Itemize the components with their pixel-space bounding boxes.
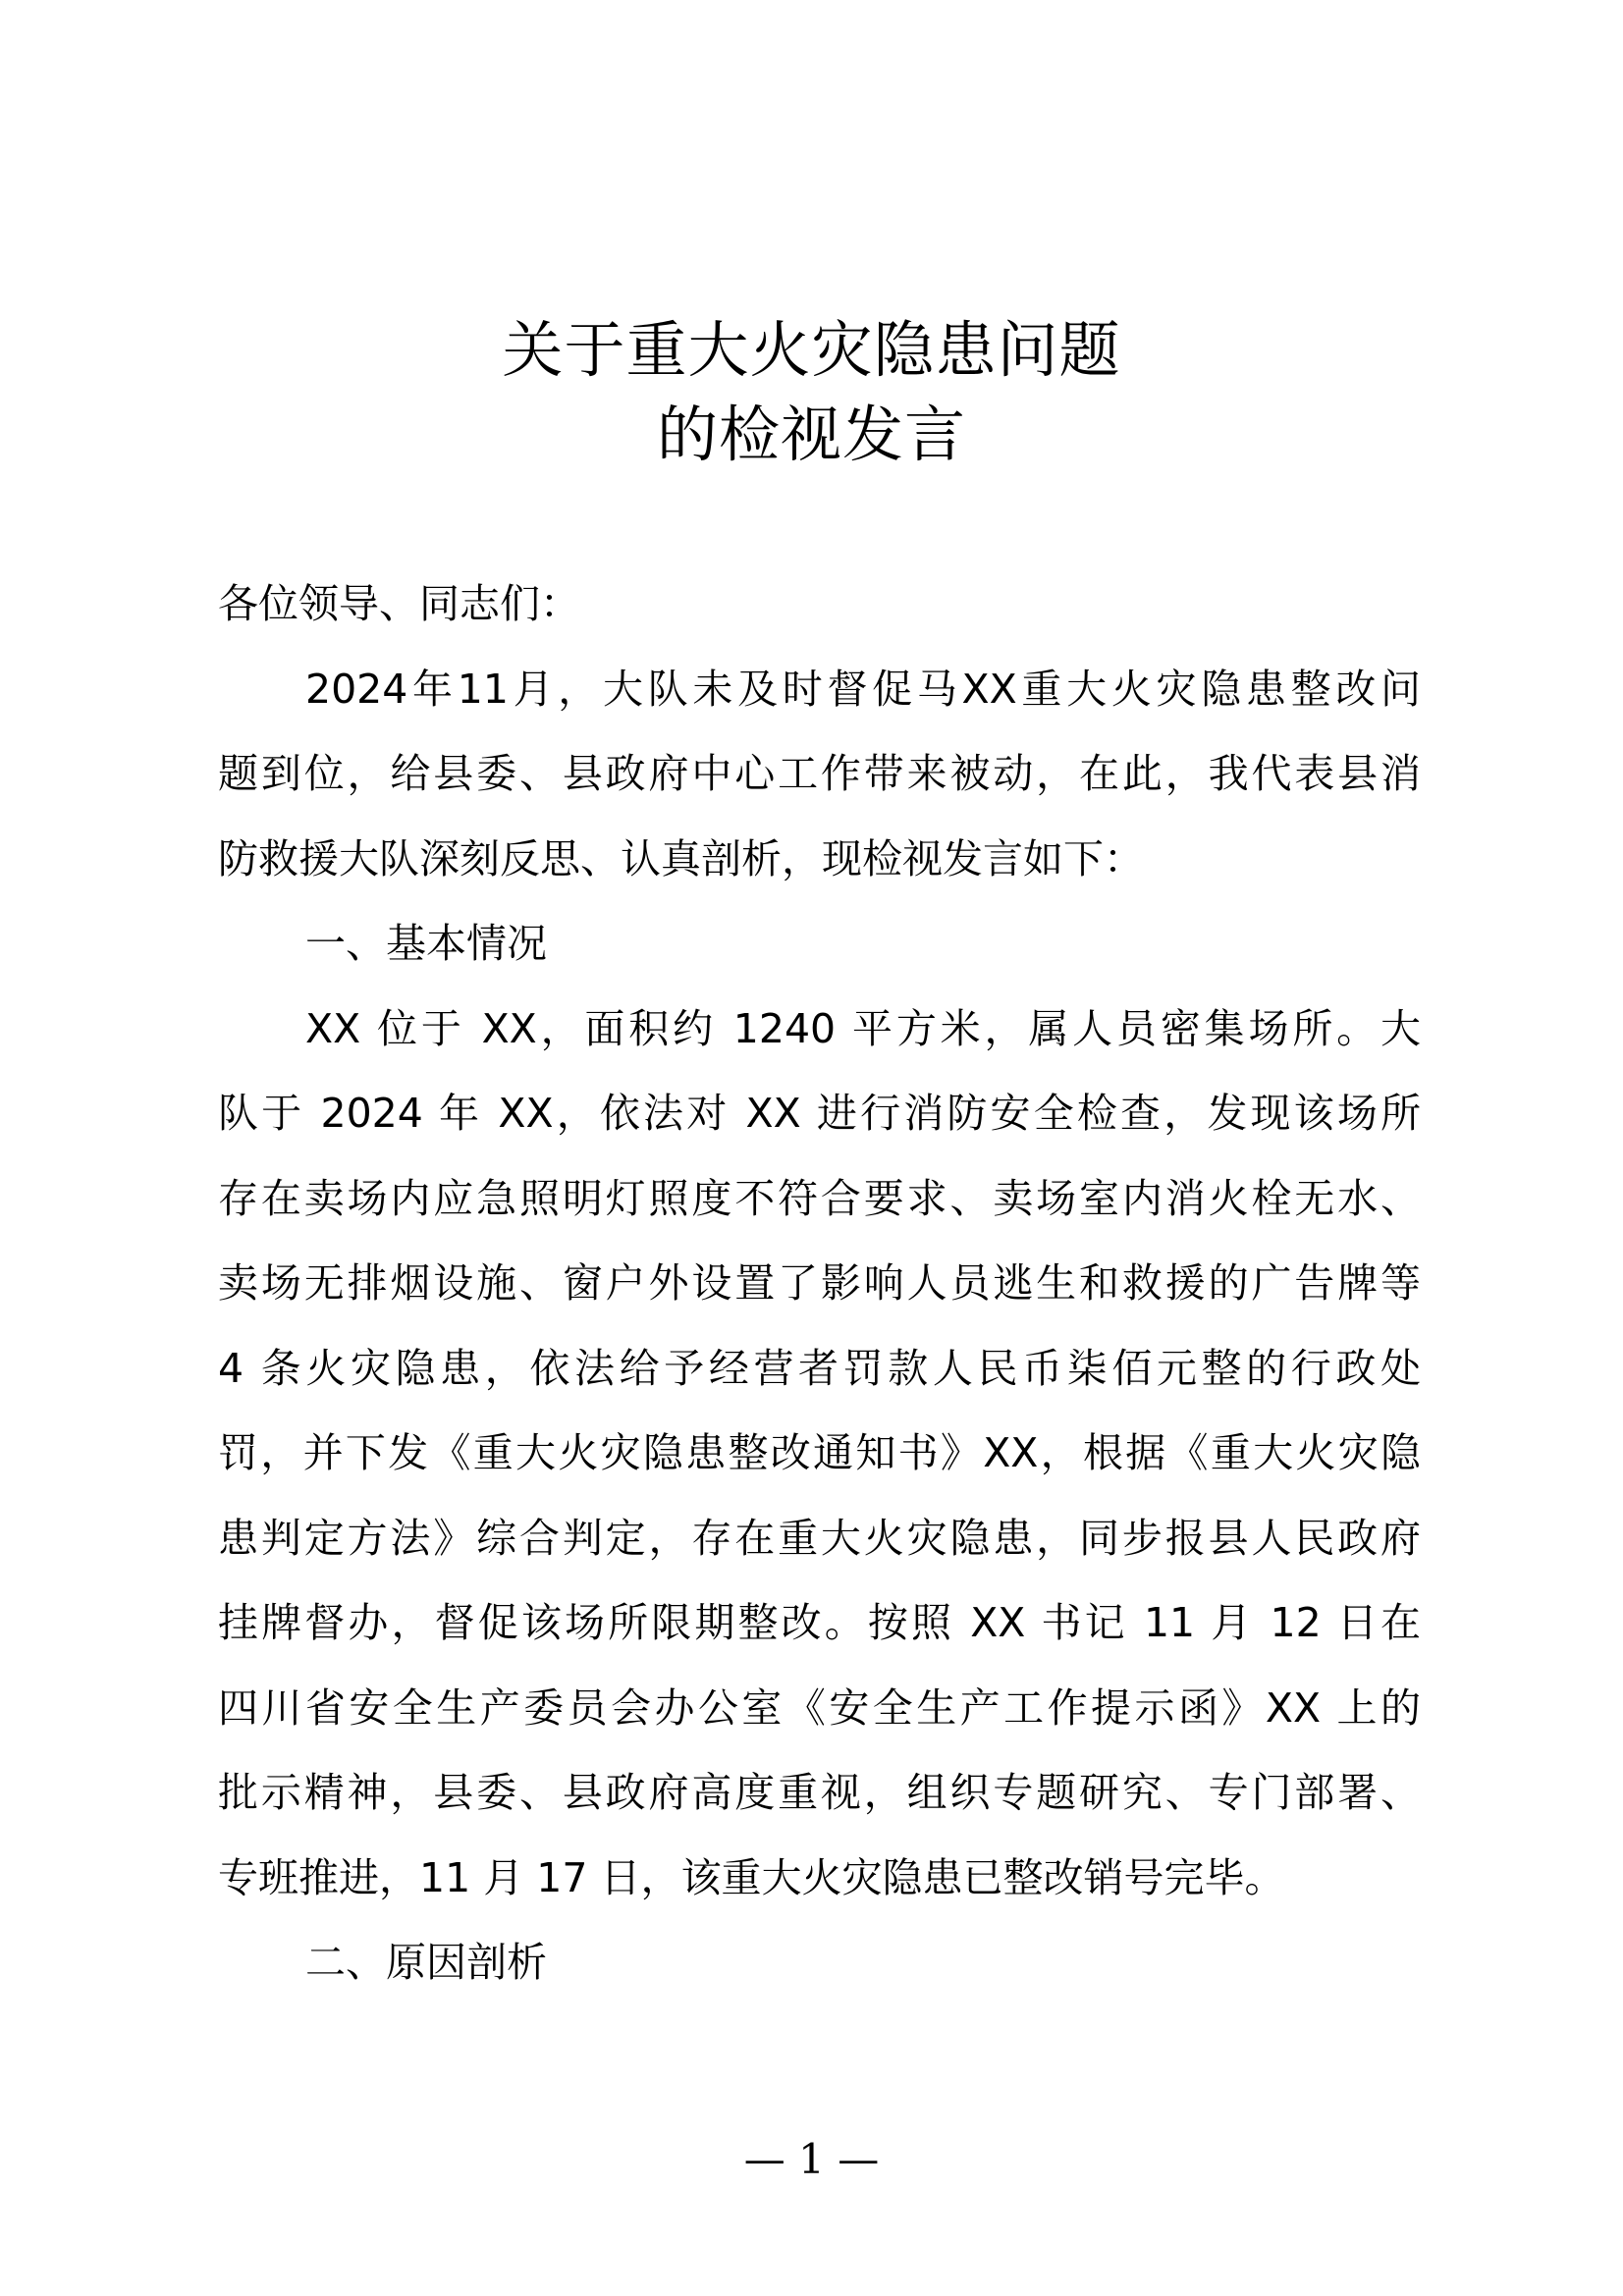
section-heading-cause-analysis: 二、原因剖析: [305, 1939, 547, 1986]
paragraph-basic-line: 批示精神，县委、县政府高度重视，组织专题研究、专门部署、: [218, 1769, 1421, 1816]
section-heading-basic-situation: 一、基本情况: [305, 920, 547, 967]
document-body: [218, 561, 1421, 2005]
page-number: — 1 —: [743, 2135, 880, 2183]
paragraph-basic-line: 罚，并下发《重大火灾隐患整改通知书》XX，根据《重大火灾隐: [218, 1429, 1421, 1476]
paragraph-intro-line: 2024年11月，大队未及时督促马XX重大火灾隐患整改问: [305, 665, 1421, 713]
paragraph-basic-line: XX 位于 XX，面积约 1240 平方米，属人员密集场所。大: [305, 1004, 1421, 1052]
paragraph-basic-line: 专班推进，11 月 17 日，该重大火灾隐患已整改销号完毕。: [218, 1853, 1285, 1901]
title-line-1: 关于重大火灾隐患问题: [502, 314, 1121, 386]
paragraph-basic-line: 挂牌督办，督促该场所限期整改。按照 XX 书记 11 月 12 日在: [218, 1599, 1421, 1646]
paragraph-basic-line: 患判定方法》综合判定，存在重大火灾隐患，同步报县人民政府: [218, 1514, 1421, 1562]
title-line-2: 的检视发言: [656, 399, 966, 470]
salutation: 各位领导、同志们：: [218, 580, 580, 627]
paragraph-basic-line: 4 条火灾隐患，依法给予经营者罚款人民币柒佰元整的行政处: [218, 1344, 1421, 1392]
paragraph-intro-line: 防救援大队深刻反思、认真剖析，现检视发言如下：: [218, 834, 1144, 882]
paragraph-basic-line: 卖场无排烟设施、窗户外设置了影响人员逃生和救援的广告牌等: [218, 1259, 1421, 1307]
paragraph-basic-line: 存在卖场内应急照明灯照度不符合要求、卖场室内消火栓无水、: [218, 1174, 1421, 1222]
document-title: [0, 308, 1623, 477]
paragraph-intro-line: 题到位，给县委、县政府中心工作带来被动，在此，我代表县消: [218, 750, 1421, 797]
paragraph-basic-line: 队于 2024 年 XX，依法对 XX 进行消防安全检查，发现该场所: [218, 1090, 1421, 1137]
paragraph-basic-line: 四川省安全生产委员会办公室《安全生产工作提示函》XX 上的: [218, 1683, 1421, 1732]
